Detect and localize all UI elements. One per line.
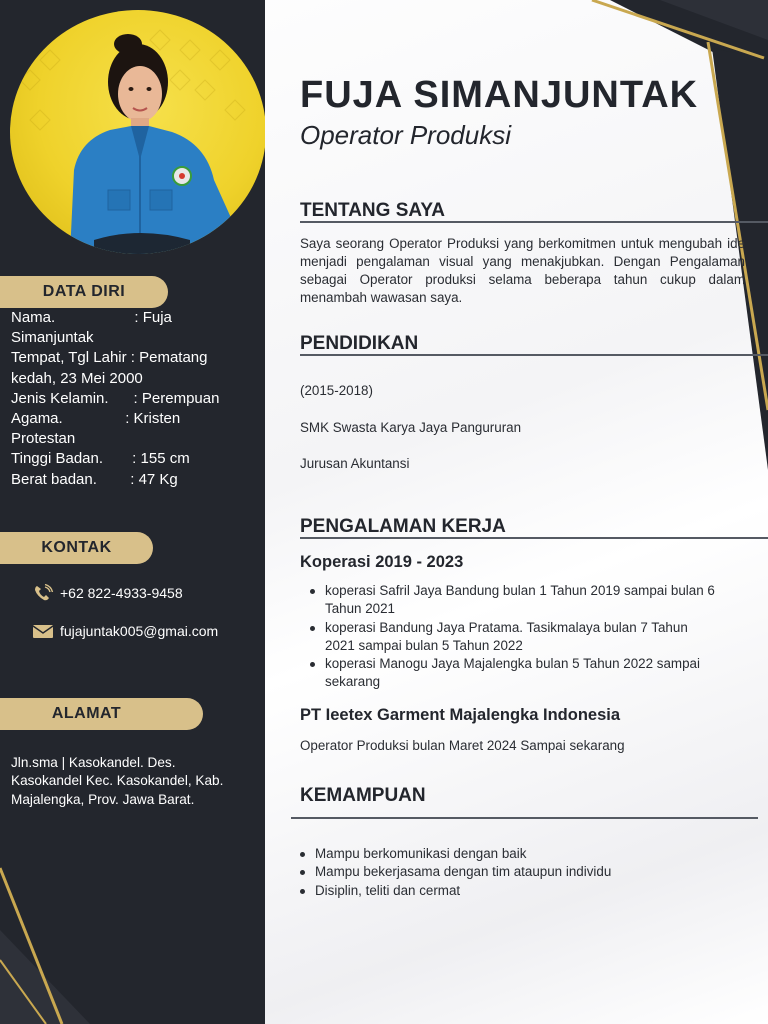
alamat-line: Majalengka, Prov. Jawa Barat. <box>11 791 195 807</box>
section-divider <box>300 354 768 356</box>
kemampuan-list <box>290 845 730 900</box>
alamat-line: Kasokandel Kec. Kasokandel, Kab. <box>11 773 224 789</box>
tentang-text: Saya seorang Operator Produksi yang berkomitmen untuk mengubah ide menjadi pengalaman visual yang menakjubkan. Dengan Pengalaman sebagai Operator produksi selama beberapa tahun cukup dalam menambah wawasan saya. <box>300 236 745 305</box>
tentang-title: TENTANG SAYA <box>300 200 445 221</box>
kemampuan-title: KEMAMPUAN <box>300 785 426 806</box>
list-item: koperasi Safril Jaya Bandung bulan 1 Tahun 2019 sampai bulan 6 Tahun 2021 <box>300 582 720 619</box>
data-diri-details <box>11 308 219 490</box>
data-diri-line: Berat badan. : 47 Kg <box>11 470 178 488</box>
data-diri-line: Jenis Kelamin. : Perempuan <box>11 389 220 407</box>
section-divider <box>291 817 758 819</box>
list-item: Mampu bekerjasama dengan tim ataupun individu <box>290 863 730 881</box>
section-divider <box>300 221 768 223</box>
envelope-icon <box>32 622 54 640</box>
data-diri-line: Simanjuntak <box>11 329 94 347</box>
sidebar <box>0 0 265 1024</box>
kontak-header: KONTAK <box>0 532 153 564</box>
pendidikan-years: (2015-2018) <box>300 383 373 398</box>
data-diri-line: Protestan <box>11 430 76 448</box>
pendidikan-school: SMK Swasta Karya Jaya Pangururan <box>300 420 522 435</box>
list-item: Mampu berkomunikasi dengan baik <box>290 845 730 863</box>
alamat-header: ALAMAT <box>0 698 203 730</box>
list-item: koperasi Manogu Jaya Majalengka bulan 5 Tahun 2022 sampai sekarang <box>300 655 720 692</box>
email-row[interactable] <box>32 622 218 640</box>
email-address: fujajuntak005@gmai.com <box>60 623 219 639</box>
data-diri-line: Nama. : Fuja <box>11 309 172 326</box>
data-diri-line: kedah, 23 Mei 2000 <box>11 369 143 387</box>
pendidikan-major: Jurusan Akuntansi <box>300 456 410 471</box>
list-item: Disiplin, teliti dan cermat <box>290 882 730 900</box>
section-divider <box>300 537 768 539</box>
data-diri-line: Agama. : Kristen <box>11 410 181 428</box>
job2-title: PT Ieetex Garment Majalengka Indonesia <box>300 706 621 724</box>
pendidikan-title: PENDIDIKAN <box>300 333 419 354</box>
list-item: koperasi Bandung Jaya Pratama. Tasikmalaya bulan 7 Tahun 2021 sampai bulan 5 Tahun 2022 <box>300 619 720 656</box>
corner-decoration-bottom-left <box>0 0 265 1024</box>
profile-name: FUJA SIMANJUNTAK <box>300 74 699 116</box>
data-diri-line: Tinggi Badan. : 155 cm <box>11 450 190 468</box>
data-diri-line: Tempat, Tgl Lahir : Pematang <box>11 349 208 367</box>
pengalaman-title: PENGALAMAN KERJA <box>300 516 506 537</box>
job1-title: Koperasi 2019 - 2023 <box>300 553 464 571</box>
job2-text: Operator Produksi bulan Maret 2024 Sampai sekarang <box>300 738 625 753</box>
phone-number: +62 822-4933-9458 <box>60 585 183 601</box>
profile-role: Operator Produksi <box>300 120 511 150</box>
alamat-line: Jln.sma | Kasokandel. Des. <box>11 755 176 770</box>
job1-list <box>300 582 720 692</box>
data-diri-header: DATA DIRI <box>0 276 168 308</box>
phone-row[interactable] <box>32 584 183 602</box>
alamat-text <box>11 754 223 809</box>
phone-icon <box>32 584 54 602</box>
